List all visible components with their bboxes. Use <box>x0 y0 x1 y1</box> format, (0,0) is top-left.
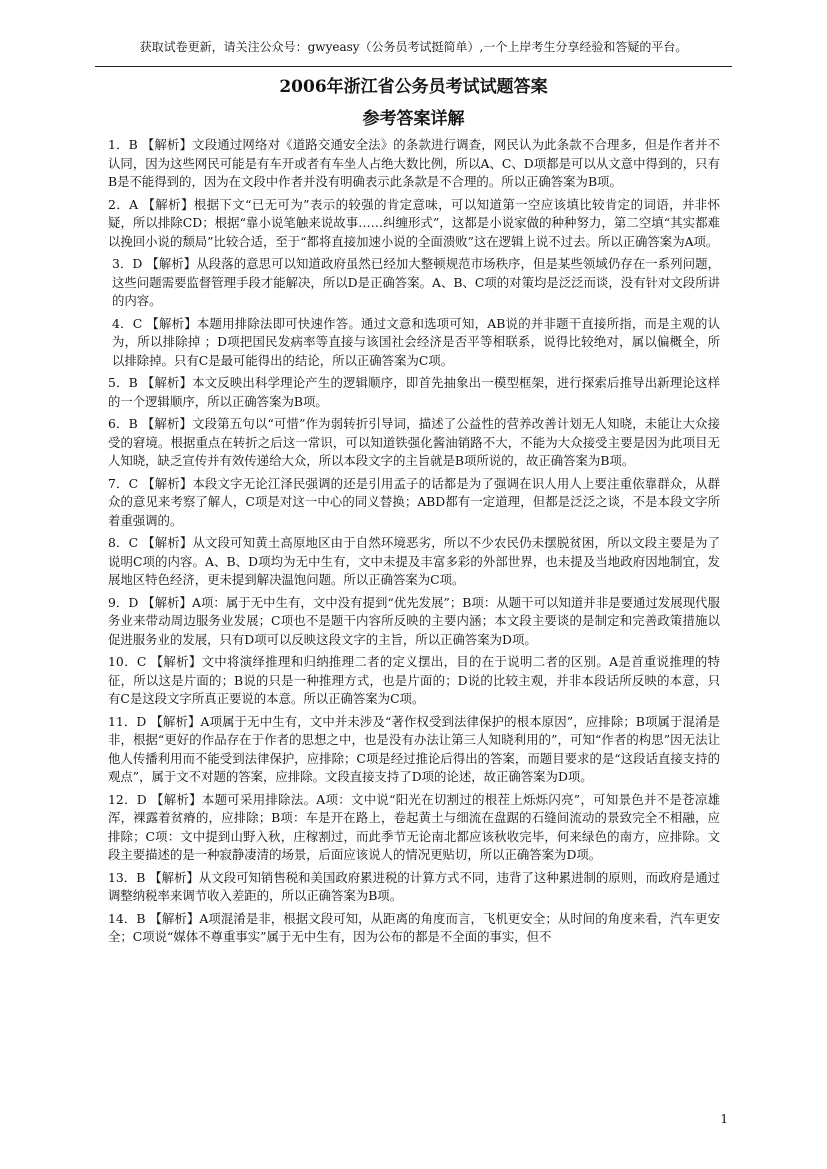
page-header-notice: 获取试卷更新，请关注公众号：gwyeasy（公务员考试挺简单）,一个上岸考生分享经验和答疑的平台。 <box>139 40 688 54</box>
answer-item-13: 13．B 【解析】从文段可知销售税和美国政府累进税的计算方式不同，违背了这种累进制的原则，而政府是通过调整纳税率来调节收入差距的，所以正确答案为B项。 <box>108 869 720 903</box>
document-title: 2006年浙江省公务员考试试题答案 <box>279 77 548 97</box>
answer-item-2: 2．A 【解析】根据下文“已无可为”表示的较强的肯定意味，可以知道第一空应该填比较肯定的词语，并非怀疑，所以排除CD；根据“靠小说笔触来说故事……纠缠形式”，这都是小说家做的种种努力，第二空填“其实都难以挽回小说的颓局”比较合适，至于“都将直接加速小说的全面溃败”这在逻辑上说不过去。所以正确答案为A项。 <box>108 196 720 249</box>
answer-item-9: 9．D 【解析】A项：属于无中生有，文中没有提到“优先发展”；B项：从题干可以知道并非是要通过发展现代服务业来带动周边服务业发展；C项也不是题干内容所反映的主要内涵；本文段主要谈的是制定和完善政策措施以促进服务业的发展，只有D项可以反映这段文字的主旨，所以正确答案为D项。 <box>108 594 720 647</box>
answer-item-8: 8．C 【解析】从文段可知黄土高原地区由于自然环境恶劣，所以不少农民仍未摆脱贫困，所以文段主要是为了说明C项的内容。A、B、D项均为无中生有，文中未提及丰富多彩的外部世界，也未提及当地政府因地制宜，发展地区特色经济，更未提到解决温饱问题。所以正确答案为C项。 <box>108 535 720 587</box>
answer-item-4: 4．C 【解析】本题用排除法即可快速作答。通过文意和选项可知，AB说的并非题干直接所指，而是主观的认为，所以排除掉 ；D项把国民发病率等直接与该国社会经济是否平等相联系，说得比较绝对，属以偏概全，所以排除掉。只有C是最可能得出的结论，所以正确答案为C项。 <box>112 315 720 368</box>
answer-item-5: 5．B 【解析】本文反映出科学理论产生的逻辑顺序，即首先抽象出一模型框架，进行探索后推导出新理论这样的一个逻辑顺序，所以正确答案为B项。 <box>108 375 720 409</box>
document-subtitle: 参考答案详解 <box>362 109 465 129</box>
answer-item-7: 7．C 【解析】本段文字无论江泽民强调的还是引用孟子的话都是为了强调在识人用人上要注重依靠群众，从群众的意见来考察了解人，C项是对这一中心的同义替换；ABD都有一定道理，但都是泛泛之谈，不是本段文字所着重强调的。 <box>108 475 720 528</box>
answer-item-10: 10．C 【解析】文中将演绎推理和归纳推理二者的定义摆出，目的在于说明二者的区别。A是首重说推理的特征，所以这是片面的；B说的只是一种推理方式，也是片面的；D说的比较主观，并非本段话所反映的本意，只有C是这段文字所真正要说的本意。所以正确答案为C项。 <box>108 654 720 706</box>
answer-item-11: 11．D 【解析】A项属于无中生有，文中并未涉及“著作权受到法律保护的根本原因”，应排除；B项属于混淆是非，根据“更好的作品存在于作者的思想之中，也是没有办法让第三人知晓利用的”，可知“作者的构思”因无法让他人传播利用而不能受到法律保护，应排除；C项是经过推论后得出的答案，而题目要求的是“这段话直接支持的观点”，属于文不对题的答案，应排除。文段直接支持了D项的论述，故正确答案为D项。 <box>108 713 720 784</box>
answer-item-14: 14．B 【解析】A项混淆是非，根据文段可知，从距离的角度而言，飞机更安全；从时间的角度来看，汽车更安全；C项说“媒体不尊重事实”属于无中生有，因为公布的都是不全面的事实，但不 <box>108 910 720 944</box>
answer-item-12: 12．D 【解析】本题可采用排除法。A项：文中说“阳光在切割过的根茬上烁烁闪亮”，可知景色并不是苍凉雄浑，裸露着贫瘠的，应排除；B项：车是开在路上，卷起黄土与细流在盘踞的石缝间流动的景致完全不相融，应排除；C项：文中提到山野入秋，庄稼割过，而此季节无论南北都应该秋收完毕，何来绿色的南方，应排除。文段主要描述的是一种寂静凄清的场景，后面应该说人的情况更贴切，所以正确答案为D项。 <box>108 791 720 862</box>
page-number: 1 <box>720 1112 728 1126</box>
answer-item-6: 6．B 【解析】文段第五句以“可惜”作为弱转折引导词，描述了公益性的营养改善计划无人知晓，未能让大众接受的窘境。根据重点在转折之后这一常识，可以知道铁强化酱油销路不大，不能为大众接受主要是因为此项目无人知晓，缺乏宣传并有效传递给大众，所以本段文字的主旨就是B项所说的，故正确答案为B项。 <box>108 416 720 468</box>
answer-list <box>108 136 720 951</box>
answer-item-3: 3．D 【解析】从段落的意思可以知道政府虽然已经加大整顿规范市场秩序，但是某些领域仍存在一系列问题，这些问题需要监督管理手段才能解决，所以D是正确答案。A、B、C项的对策均是泛泛而谈，没有针对文段所讲的内容。 <box>112 256 720 308</box>
header-divider <box>95 66 732 67</box>
answer-item-1: 1．B 【解析】文段通过网络对《道路交通安全法》的条款进行调查，网民认为此条款不合理多，但是作者并不认同，因为这些网民可能是有车开或者有车坐人占绝大数比例，所以A、C、D项都是可以从文意中得到的，只有B是不能得到的，因为在文段中作者并没有明确表示此条款是不合理的。所以正确答案为B项。 <box>108 137 720 189</box>
